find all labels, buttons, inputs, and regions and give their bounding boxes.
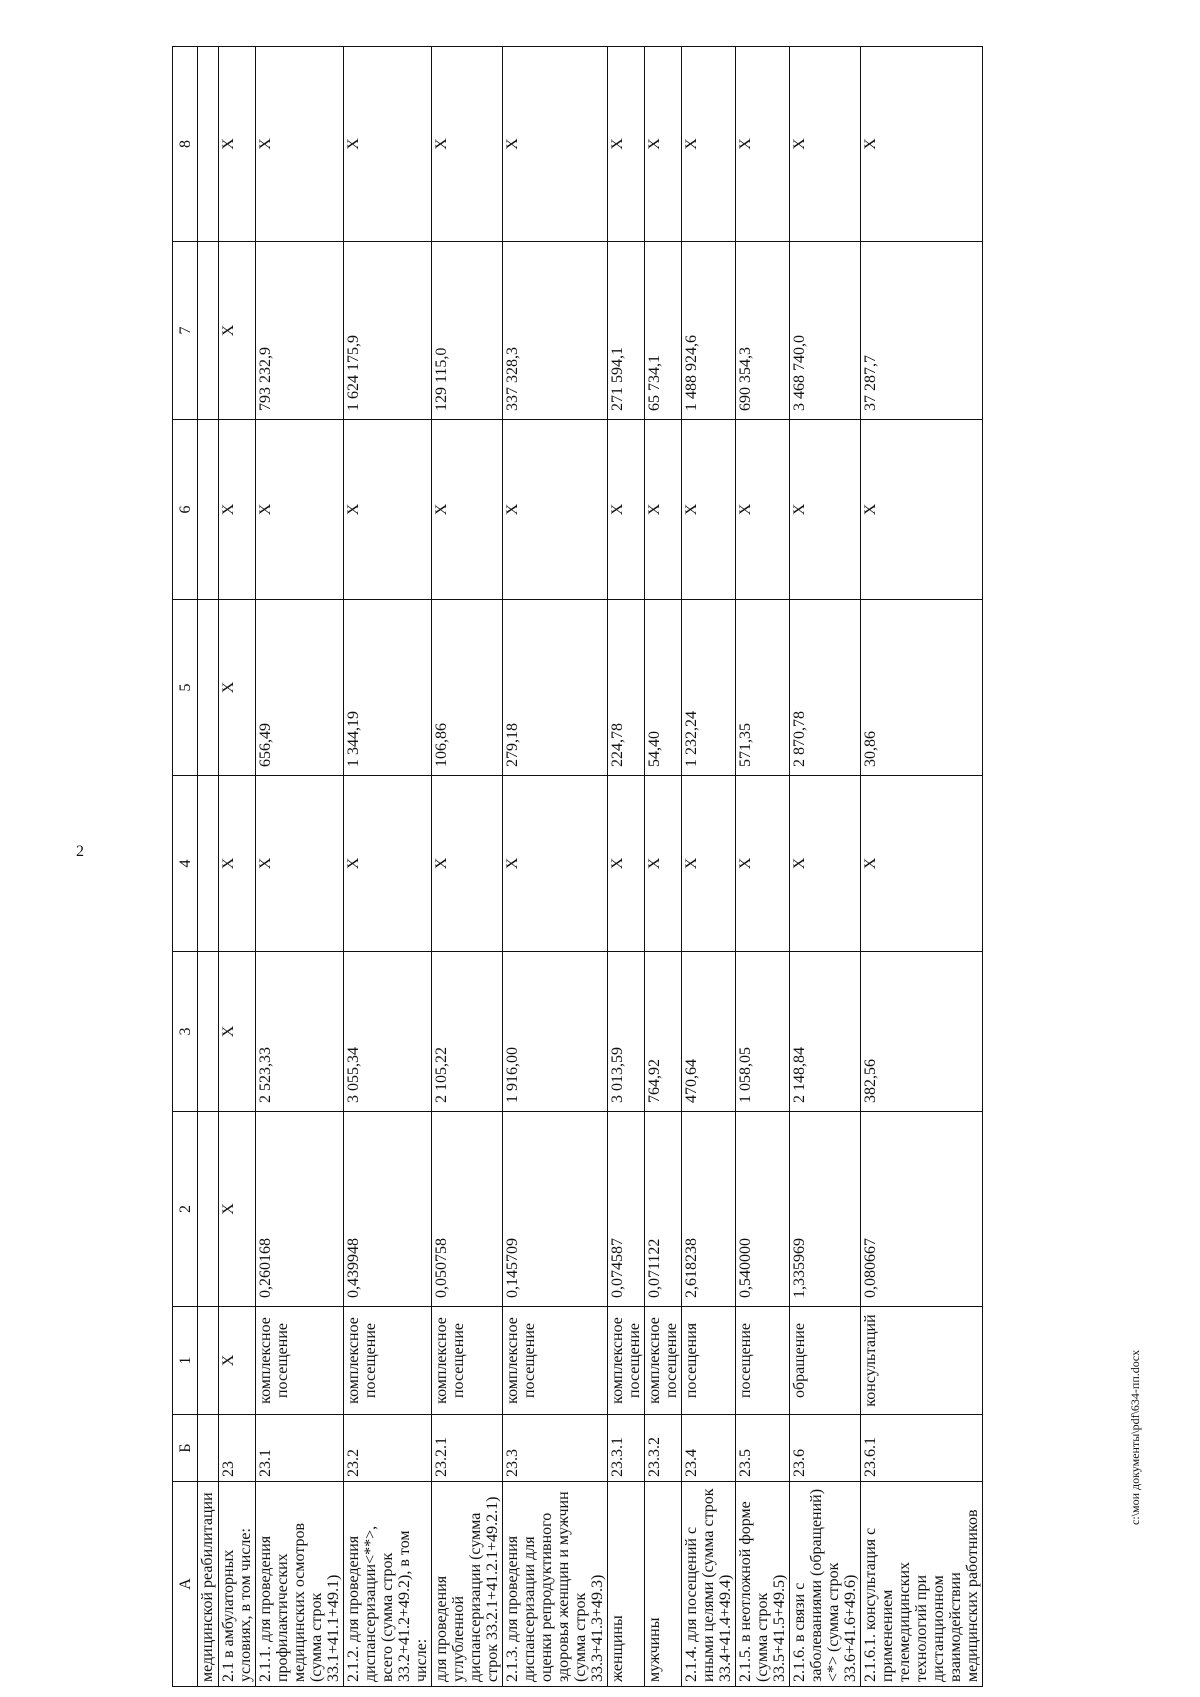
cell-c1: комплексное посещение xyxy=(608,1307,645,1415)
table-row xyxy=(608,47,645,1687)
cell-a: 2.1.6.1. консультация с применением телемедицинских технологий при дистанционном взаимодействии медицинских работников xyxy=(861,1482,983,1687)
cell-c2: 0,145709 xyxy=(503,1112,608,1307)
cell-c1: посещение xyxy=(736,1307,790,1415)
cell-c4: Х xyxy=(256,776,344,952)
col-header: 1 xyxy=(173,1307,198,1415)
col-header: 7 xyxy=(173,242,198,420)
cell-c4: Х xyxy=(608,776,645,952)
cell-c6: Х xyxy=(645,420,682,600)
cell-c3: 3 013,59 xyxy=(608,952,645,1112)
cell-c4: Х xyxy=(736,776,790,952)
cell-c2: 0,080667 xyxy=(861,1112,983,1307)
cell-c4: Х xyxy=(861,776,983,952)
cell-c5: 279,18 xyxy=(503,600,608,776)
col-header: 3 xyxy=(173,952,198,1112)
cell-c4: Х xyxy=(432,776,503,952)
cell-c5: 656,49 xyxy=(256,600,344,776)
cell-c2: 0,050758 xyxy=(432,1112,503,1307)
col-header: 6 xyxy=(173,420,198,600)
cell-c7: 793 232,9 xyxy=(256,242,344,420)
cell-c8: Х xyxy=(645,47,682,242)
cell-c3: 382,56 xyxy=(861,952,983,1112)
cell-c3: 1 058,05 xyxy=(736,952,790,1112)
data-table xyxy=(172,46,983,1687)
cell-c5: 571,35 xyxy=(736,600,790,776)
cell-c3: 2 105,22 xyxy=(432,952,503,1112)
cell-c8: Х xyxy=(790,47,861,242)
col-header: 2 xyxy=(173,1112,198,1307)
cell-c8: Х xyxy=(861,47,983,242)
cell-c7: 690 354,3 xyxy=(736,242,790,420)
footer-file-path: c:\мои документы\pdf\634-пп.docx xyxy=(1128,1349,1142,1525)
cell-c6: Х xyxy=(256,420,344,600)
cell-c4: Х xyxy=(344,776,432,952)
cell-c2: 0,260168 xyxy=(256,1112,344,1307)
cell-c2: 0,439948 xyxy=(344,1112,432,1307)
cell-c4: Х xyxy=(790,776,861,952)
cell-c3: 3 055,34 xyxy=(344,952,432,1112)
cell-c7: 37 287,7 xyxy=(861,242,983,420)
table-row xyxy=(219,47,256,1687)
cell-c1: консультаций xyxy=(861,1307,983,1415)
cell-b: 23.3.1 xyxy=(608,1415,645,1482)
col-header: А xyxy=(173,1482,198,1687)
cell-c5: 30,86 xyxy=(861,600,983,776)
cell-c1: комплексное посещение xyxy=(432,1307,503,1415)
cell-c3: 2 148,84 xyxy=(790,952,861,1112)
cell-c4: Х xyxy=(219,776,256,952)
table-row xyxy=(790,47,861,1687)
cell-c8: Х xyxy=(736,47,790,242)
cell-c5: 106,86 xyxy=(432,600,503,776)
cell-c7: 129 115,0 xyxy=(432,242,503,420)
cell-b: 23 xyxy=(219,1415,256,1482)
cell-a: 2.1.3. для проведения диспансеризации для оценки репродуктивного здоровья женщин и мужчин (сумма строк 33.3+41.3+49.3) xyxy=(503,1482,608,1687)
header-row xyxy=(173,47,198,1687)
cell-b: 23.6 xyxy=(790,1415,861,1482)
cell-a: мужчины xyxy=(645,1482,682,1687)
cell-c8: Х xyxy=(503,47,608,242)
cell-c5: Х xyxy=(219,600,256,776)
cell-c6: Х xyxy=(861,420,983,600)
table-row xyxy=(645,47,682,1687)
cell-a: 2.1.1. для проведения профилактических медицинских осмотров (сумма строк 33.1+41.1+49.1) xyxy=(256,1482,344,1687)
cell-c6: Х xyxy=(344,420,432,600)
cell-c3: 764,92 xyxy=(645,952,682,1112)
cell-c4: Х xyxy=(503,776,608,952)
cell-c6: Х xyxy=(219,420,256,600)
cell-c7: 337 328,3 xyxy=(503,242,608,420)
cell-c1: комплексное посещение xyxy=(344,1307,432,1415)
cell-c8: Х xyxy=(256,47,344,242)
table-row xyxy=(344,47,432,1687)
cell-c4: Х xyxy=(682,776,736,952)
cell-c7: 1 624 175,9 xyxy=(344,242,432,420)
cell-c2: 0,074587 xyxy=(608,1112,645,1307)
cell-c1: комплексное посещение xyxy=(503,1307,608,1415)
cell-c6: Х xyxy=(736,420,790,600)
cell-a: женщины xyxy=(608,1482,645,1687)
cell-c6: Х xyxy=(682,420,736,600)
cell-a: 2.1.5. в неотложной форме (сумма строк 33.5+41.5+49.5) xyxy=(736,1482,790,1687)
table-row xyxy=(503,47,608,1687)
continuation-cell: медицинской реабилитации xyxy=(198,1482,219,1687)
cell-a: 2.1.2. для проведения диспансеризации<**>, всего (сумма строк 33.2+41.2+49.2), в том числе: xyxy=(344,1482,432,1687)
cell-c1: комплексное посещение xyxy=(645,1307,682,1415)
cell-c8: Х xyxy=(344,47,432,242)
col-header: 4 xyxy=(173,776,198,952)
table-row xyxy=(861,47,983,1687)
cell-c4: Х xyxy=(645,776,682,952)
cell-c2: Х xyxy=(219,1112,256,1307)
cell-c8: Х xyxy=(608,47,645,242)
cell-c2: 1,335969 xyxy=(790,1112,861,1307)
cell-b: 23.3.2 xyxy=(645,1415,682,1482)
cell-c5: 224,78 xyxy=(608,600,645,776)
cell-a: 2.1 в амбулаторных условиях, в том числе: xyxy=(219,1482,256,1687)
continuation-row xyxy=(198,47,219,1687)
table-row xyxy=(682,47,736,1687)
col-header: 5 xyxy=(173,600,198,776)
cell-c8: Х xyxy=(432,47,503,242)
cell-b: 23.3 xyxy=(503,1415,608,1482)
cell-b: 23.6.1 xyxy=(861,1415,983,1482)
cell-c3: 1 916,00 xyxy=(503,952,608,1112)
cell-c7: Х xyxy=(219,242,256,420)
cell-b: 23.1 xyxy=(256,1415,344,1482)
cell-c3: Х xyxy=(219,952,256,1112)
cell-c5: 1 344,19 xyxy=(344,600,432,776)
rotated-table-container xyxy=(172,47,1034,1687)
cell-c2: 2,618238 xyxy=(682,1112,736,1307)
cell-c1: комплексное посещение xyxy=(256,1307,344,1415)
cell-c1: обращение xyxy=(790,1307,861,1415)
cell-c1: посещения xyxy=(682,1307,736,1415)
cell-c6: Х xyxy=(790,420,861,600)
cell-a: для проведения углубленной диспансеризации (сумма строк 33.2.1+41.2.1+49.2.1) xyxy=(432,1482,503,1687)
cell-c7: 271 594,1 xyxy=(608,242,645,420)
cell-c8: Х xyxy=(682,47,736,242)
table-row xyxy=(256,47,344,1687)
table-row xyxy=(432,47,503,1687)
cell-b: 23.2.1 xyxy=(432,1415,503,1482)
cell-c6: Х xyxy=(432,420,503,600)
cell-c7: 3 468 740,0 xyxy=(790,242,861,420)
cell-b: 23.5 xyxy=(736,1415,790,1482)
cell-c5: 54,40 xyxy=(645,600,682,776)
cell-c2: 0,540000 xyxy=(736,1112,790,1307)
cell-a: 2.1.6. в связи с заболеваниями (обращений) <*> (сумма строк 33.6+41.6+49.6) xyxy=(790,1482,861,1687)
col-header: 8 xyxy=(173,47,198,242)
cell-c1: Х xyxy=(219,1307,256,1415)
cell-b: 23.2 xyxy=(344,1415,432,1482)
cell-a: 2.1.4. для посещений с иными целями (сумма строк 33.4+41.4+49.4) xyxy=(682,1482,736,1687)
col-header: Б xyxy=(173,1415,198,1482)
cell-c5: 1 232,24 xyxy=(682,600,736,776)
cell-c8: Х xyxy=(219,47,256,242)
cell-c3: 2 523,33 xyxy=(256,952,344,1112)
table-row xyxy=(736,47,790,1687)
cell-c2: 0,071122 xyxy=(645,1112,682,1307)
cell-c3: 470,64 xyxy=(682,952,736,1112)
page-number: 2 xyxy=(76,843,84,860)
cell-c6: Х xyxy=(608,420,645,600)
cell-c7: 1 488 924,6 xyxy=(682,242,736,420)
cell-b: 23.4 xyxy=(682,1415,736,1482)
cell-c6: Х xyxy=(503,420,608,600)
cell-c5: 2 870,78 xyxy=(790,600,861,776)
cell-c7: 65 734,1 xyxy=(645,242,682,420)
